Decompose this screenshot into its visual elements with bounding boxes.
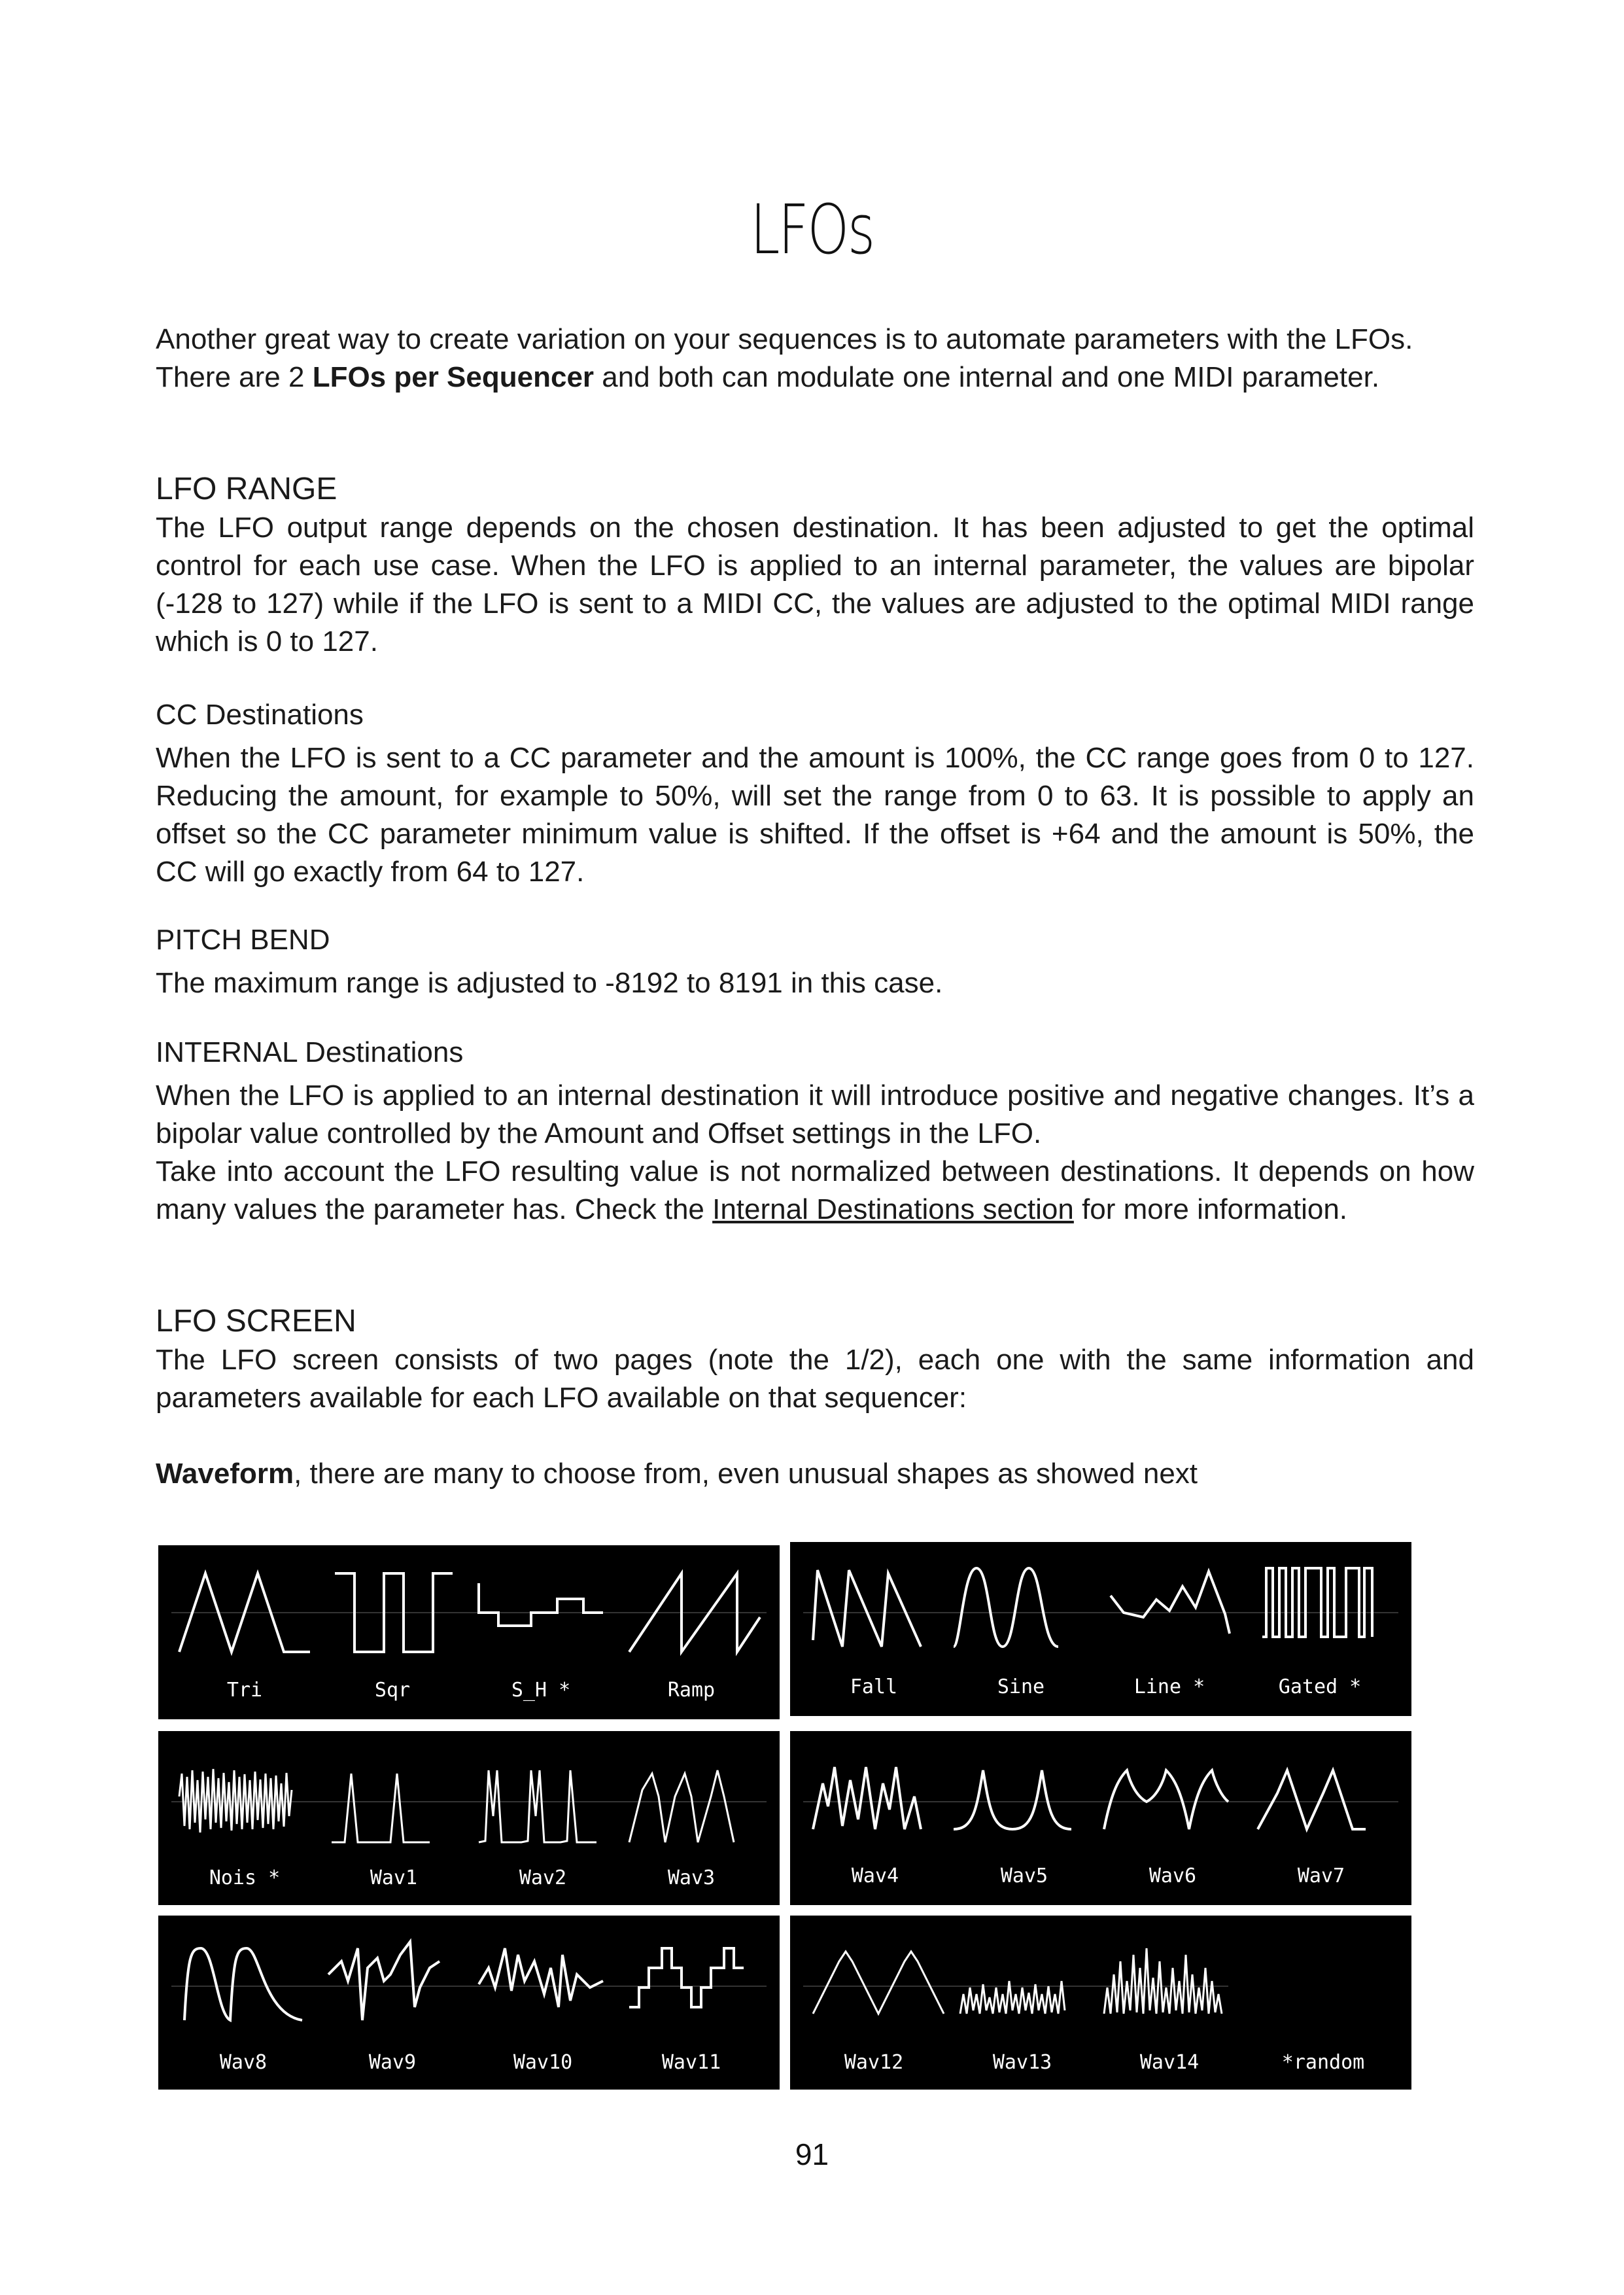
intro-line-1: Another great way to create variation on your sequences is to automate parameters with the LFOs. xyxy=(156,323,1413,355)
internal-destinations-section xyxy=(156,1034,1474,1229)
wav3-waveform-icon xyxy=(629,1770,734,1842)
lfo-screen-body: The LFO screen consists of two pages (note the 1/2), each one with the same information and parameters available for each LFO available on that sequencer: xyxy=(156,1344,1474,1414)
panel-1-label-1: Tri xyxy=(226,1679,263,1702)
panel-3-label-4: Wav3 xyxy=(667,1866,716,1889)
cc-destinations-body: When the LFO is sent to a CC parameter and the amount is 100%, the CC range goes from 0 to 127. Reducing the amount, for example to 50%, will set the range from 0 to 63. It is possible to apply an offset so the CC parameter minimum value is shifted. If the offset is +64 and the amount is 50%, the CC will go exactly from 64 to 127. xyxy=(156,742,1474,888)
panel-3-label-3: Wav2 xyxy=(519,1866,567,1889)
lfo-range-heading: LFO RANGE xyxy=(156,472,337,506)
waveform-panel-4 xyxy=(790,1731,1411,1905)
waveform-display-2 xyxy=(790,1542,1411,1716)
waveform-display-1 xyxy=(158,1545,780,1719)
sh-waveform-icon xyxy=(479,1583,603,1626)
waveform-intro xyxy=(156,1455,1474,1493)
wav11-waveform-icon xyxy=(629,1948,744,2007)
page-number: 91 xyxy=(795,2137,829,2171)
panel-1-label-4: Ramp xyxy=(667,1679,716,1702)
panel-4-label-2: Wav5 xyxy=(1000,1865,1048,1887)
internal-destinations-link[interactable]: Internal Destinations section xyxy=(712,1193,1074,1225)
fall-waveform-icon xyxy=(813,1570,921,1647)
wav8-waveform-icon xyxy=(184,1948,302,2020)
waveform-panel-3 xyxy=(158,1731,780,1905)
intro-line-2: There are 2 xyxy=(156,361,313,393)
intro-section xyxy=(156,321,1474,396)
panel-4-label-1: Wav4 xyxy=(851,1865,899,1887)
wav1-waveform-icon xyxy=(332,1774,430,1842)
waveform-intro-rest: , there are many to choose from, even unusual shapes as showed next xyxy=(294,1458,1198,1490)
lfo-screen-heading: LFO SCREEN xyxy=(156,1304,356,1339)
panel-1-label-3: S_H * xyxy=(511,1679,571,1702)
intro-paragraph xyxy=(156,321,1474,396)
wav6-waveform-icon xyxy=(1104,1770,1228,1829)
intro-line-2-rest: and both can modulate one internal and one MIDI parameter. xyxy=(594,361,1380,393)
wav2-waveform-icon xyxy=(479,1770,596,1842)
panel-4-label-4: Wav7 xyxy=(1297,1865,1345,1887)
internal-destinations-heading: INTERNAL Destinations xyxy=(156,1036,464,1068)
waveform-display-6 xyxy=(790,1916,1411,2090)
panel-6-label-3: Wav14 xyxy=(1139,2051,1200,2074)
panel-6-label-2: Wav13 xyxy=(992,2051,1052,2074)
panel-1-label-2: Sqr xyxy=(374,1679,411,1702)
waveform-display-3 xyxy=(158,1731,780,1905)
panel-5-label-3: Wav10 xyxy=(513,2051,573,2074)
panel-3-label-1: Nois * xyxy=(209,1866,281,1889)
panel-5-label-2: Wav9 xyxy=(368,2051,417,2074)
internal-destinations-body-1: When the LFO is applied to an internal destination it will introduce positive and negative changes. It’s a bipolar value controlled by the Amount and Offset settings in the LFO. xyxy=(156,1079,1474,1149)
line-waveform-icon xyxy=(1111,1571,1230,1634)
waveform-panel-5 xyxy=(158,1916,780,2090)
internal-destinations-text: Take into account the LFO resulting value is not normalized between destinations. It depends on how many values the parameter has. Check the xyxy=(156,1155,1474,1225)
cc-destinations-heading: CC Destinations xyxy=(156,699,364,731)
intro-bold-term: LFOs per Sequencer xyxy=(312,361,595,393)
sine-waveform-icon xyxy=(954,1568,1058,1647)
wav14-waveform-icon xyxy=(1104,1948,1222,2014)
internal-destinations-text-end: for more information. xyxy=(1073,1193,1348,1225)
internal-destinations-body-2 xyxy=(156,1153,1474,1229)
pitch-bend-section xyxy=(156,921,1474,1002)
waveform-panel-6 xyxy=(790,1916,1411,2090)
lfo-screen-section xyxy=(156,1302,1474,1493)
panel-6-label-4: *random xyxy=(1281,2051,1365,2074)
wav10-waveform-icon xyxy=(479,1948,603,2007)
wav12-waveform-icon xyxy=(813,1952,944,2014)
cc-destinations-section xyxy=(156,696,1474,891)
panel-2-label-1: Fall xyxy=(850,1675,898,1698)
panel-6-label-1: Wav12 xyxy=(844,2051,904,2074)
pitch-bend-body: The maximum range is adjusted to -8192 to 8191 in this case. xyxy=(156,967,943,999)
panel-3-label-2: Wav1 xyxy=(370,1866,418,1889)
panel-4-label-3: Wav6 xyxy=(1149,1865,1197,1887)
page-title: LFOs xyxy=(750,190,874,270)
wav4-waveform-icon xyxy=(813,1767,921,1829)
pitch-bend-heading: PITCH BEND xyxy=(156,924,330,956)
wav5-waveform-icon xyxy=(954,1770,1071,1829)
wav7-waveform-icon xyxy=(1258,1770,1366,1829)
panel-2-label-2: Sine xyxy=(997,1675,1045,1698)
panel-5-label-4: Wav11 xyxy=(661,2051,721,2074)
lfo-range-section xyxy=(156,470,1474,661)
noise-waveform-icon xyxy=(179,1769,292,1832)
waveform-display-4 xyxy=(790,1731,1411,1905)
waveform-panel-2 xyxy=(790,1542,1411,1716)
gated-waveform-icon xyxy=(1262,1568,1372,1637)
lfo-range-body: The LFO output range depends on the chosen destination. It has been adjusted to get the optimal control for each use case. When the LFO is applied to an internal parameter, the values are bipolar (-128 to 127) while if the LFO is sent to a MIDI CC, the values are adjusted to the optimal MIDI range which is 0 to 127. xyxy=(156,512,1474,657)
panel-2-label-3: Line * xyxy=(1133,1675,1205,1698)
panel-5-label-1: Wav8 xyxy=(219,2051,268,2074)
waveform-panel-1 xyxy=(158,1545,780,1719)
waveform-display-5 xyxy=(158,1916,780,2090)
wav9-waveform-icon xyxy=(328,1942,440,2020)
waveform-bold-term: Waveform xyxy=(156,1458,294,1490)
panel-2-label-4: Gated * xyxy=(1278,1675,1362,1698)
